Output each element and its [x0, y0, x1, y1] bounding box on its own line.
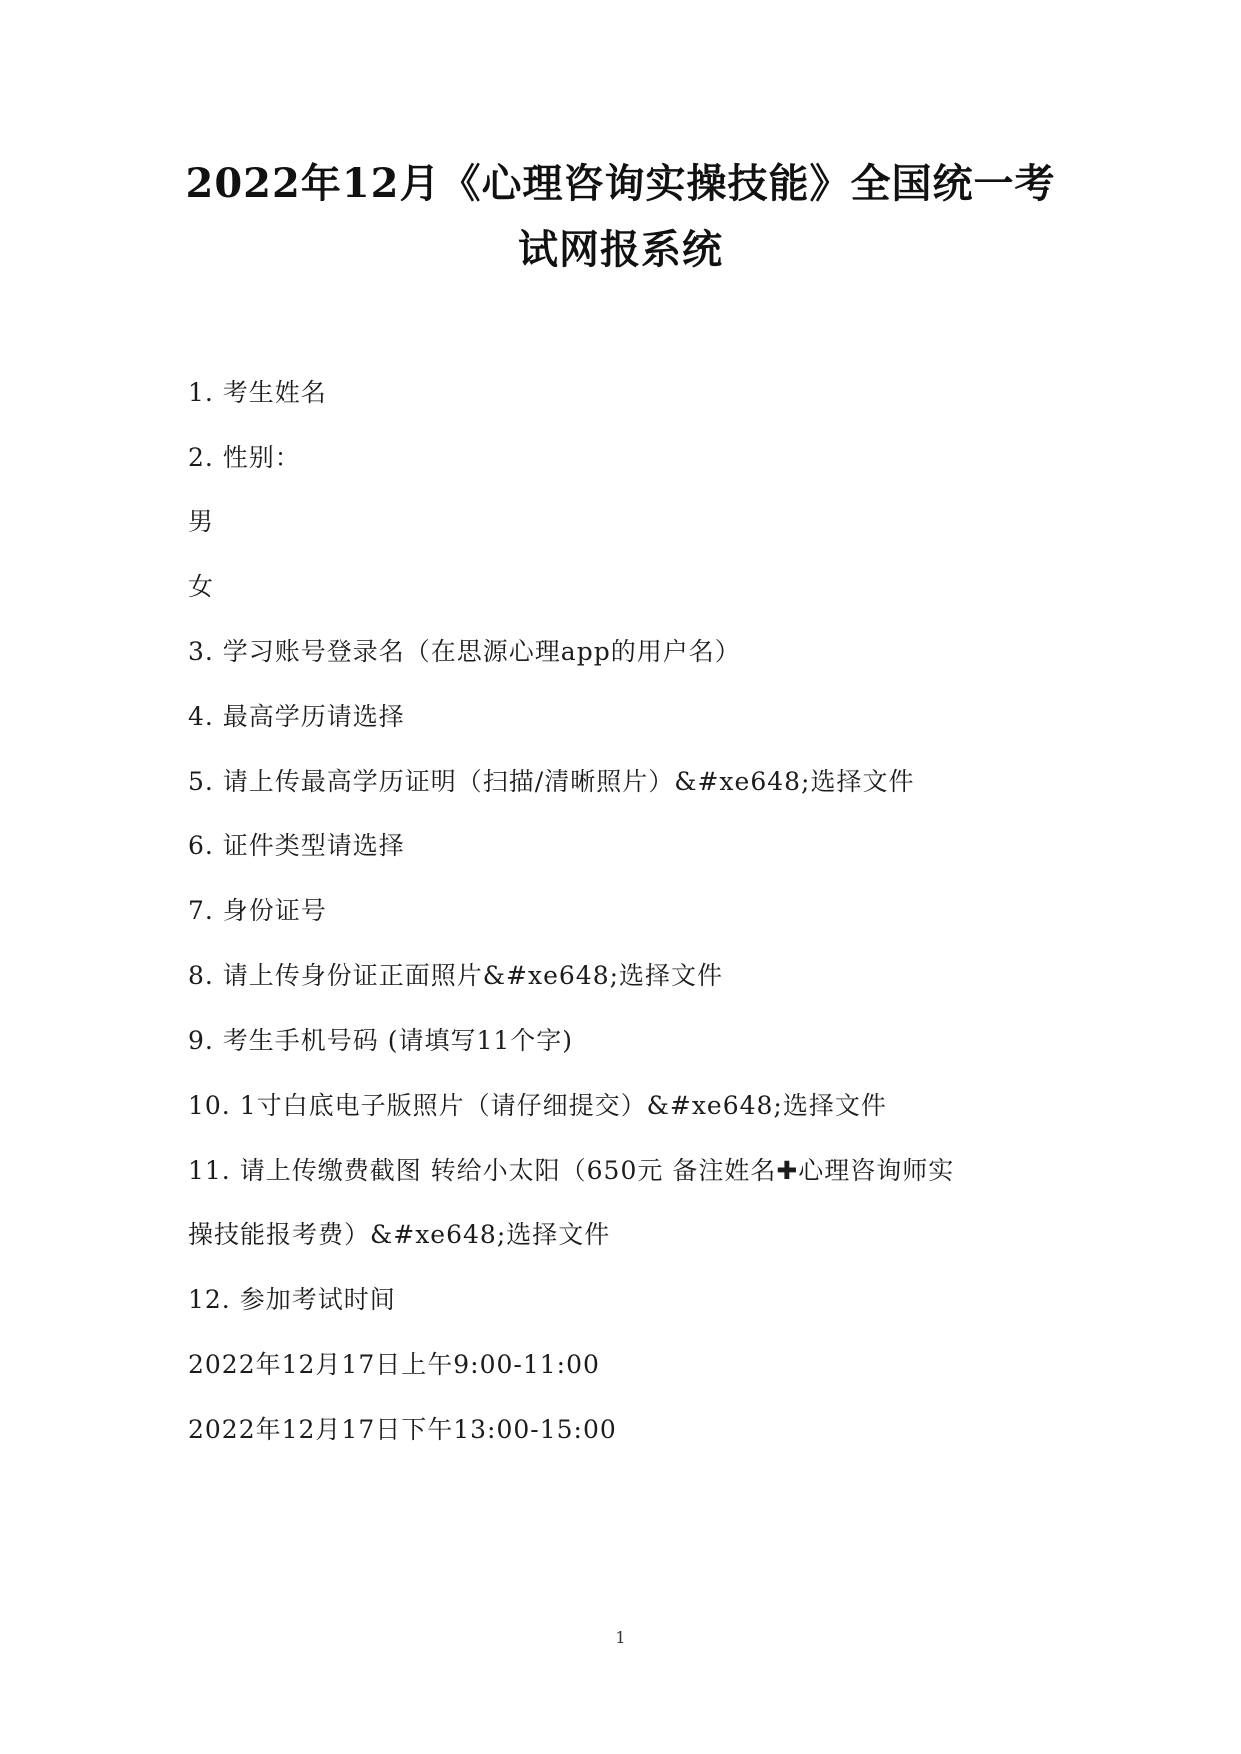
plus-icon: ✚ [776, 1156, 799, 1185]
option-exam-morning: 2022年12月17日上午9:00-11:00 [188, 1350, 600, 1379]
item-payment-upload-continued: 操技能报考费）&#xe648;选择文件 [188, 1220, 611, 1249]
item-id-number: 7. 身份证号 [188, 896, 327, 925]
item-id-type-select: 6. 证件类型请选择 [188, 831, 405, 860]
payment-text-part-2: 心理咨询师实 [798, 1156, 955, 1185]
payment-text-part-1: 11. 请上传缴费截图 转给小太阳（650元 备注姓名 [188, 1156, 777, 1185]
page-number: 1 [615, 1628, 626, 1647]
item-candidate-name: 1. 考生姓名 [188, 378, 327, 407]
item-education-upload: 5. 请上传最高学历证明（扫描/清晰照片）&#xe648;选择文件 [188, 767, 915, 796]
option-exam-afternoon: 2022年12月17日下午13:00-15:00 [188, 1415, 617, 1444]
title-line-2: 试网报系统 [518, 226, 723, 273]
document-title [150, 151, 1091, 283]
item-id-front-upload: 8. 请上传身份证正面照片&#xe648;选择文件 [188, 961, 724, 990]
item-gender: 2. 性别： [188, 443, 301, 472]
item-education-select: 4. 最高学历请选择 [188, 702, 405, 731]
item-study-account: 3. 学习账号登录名（在思源心理app的用户名） [188, 637, 741, 666]
option-female: 女 [188, 572, 215, 601]
item-exam-time: 12. 参加考试时间 [188, 1285, 396, 1314]
item-phone-number: 9. 考生手机号码 (请填写11个字) [188, 1026, 574, 1055]
item-photo-upload: 10. 1寸白底电子版照片（请仔细提交）&#xe648;选择文件 [188, 1091, 887, 1120]
item-payment-upload [188, 1154, 954, 1188]
option-male: 男 [188, 507, 215, 536]
title-line-1: 2022年12月《心理咨询实操技能》全国统一考 [185, 160, 1056, 207]
